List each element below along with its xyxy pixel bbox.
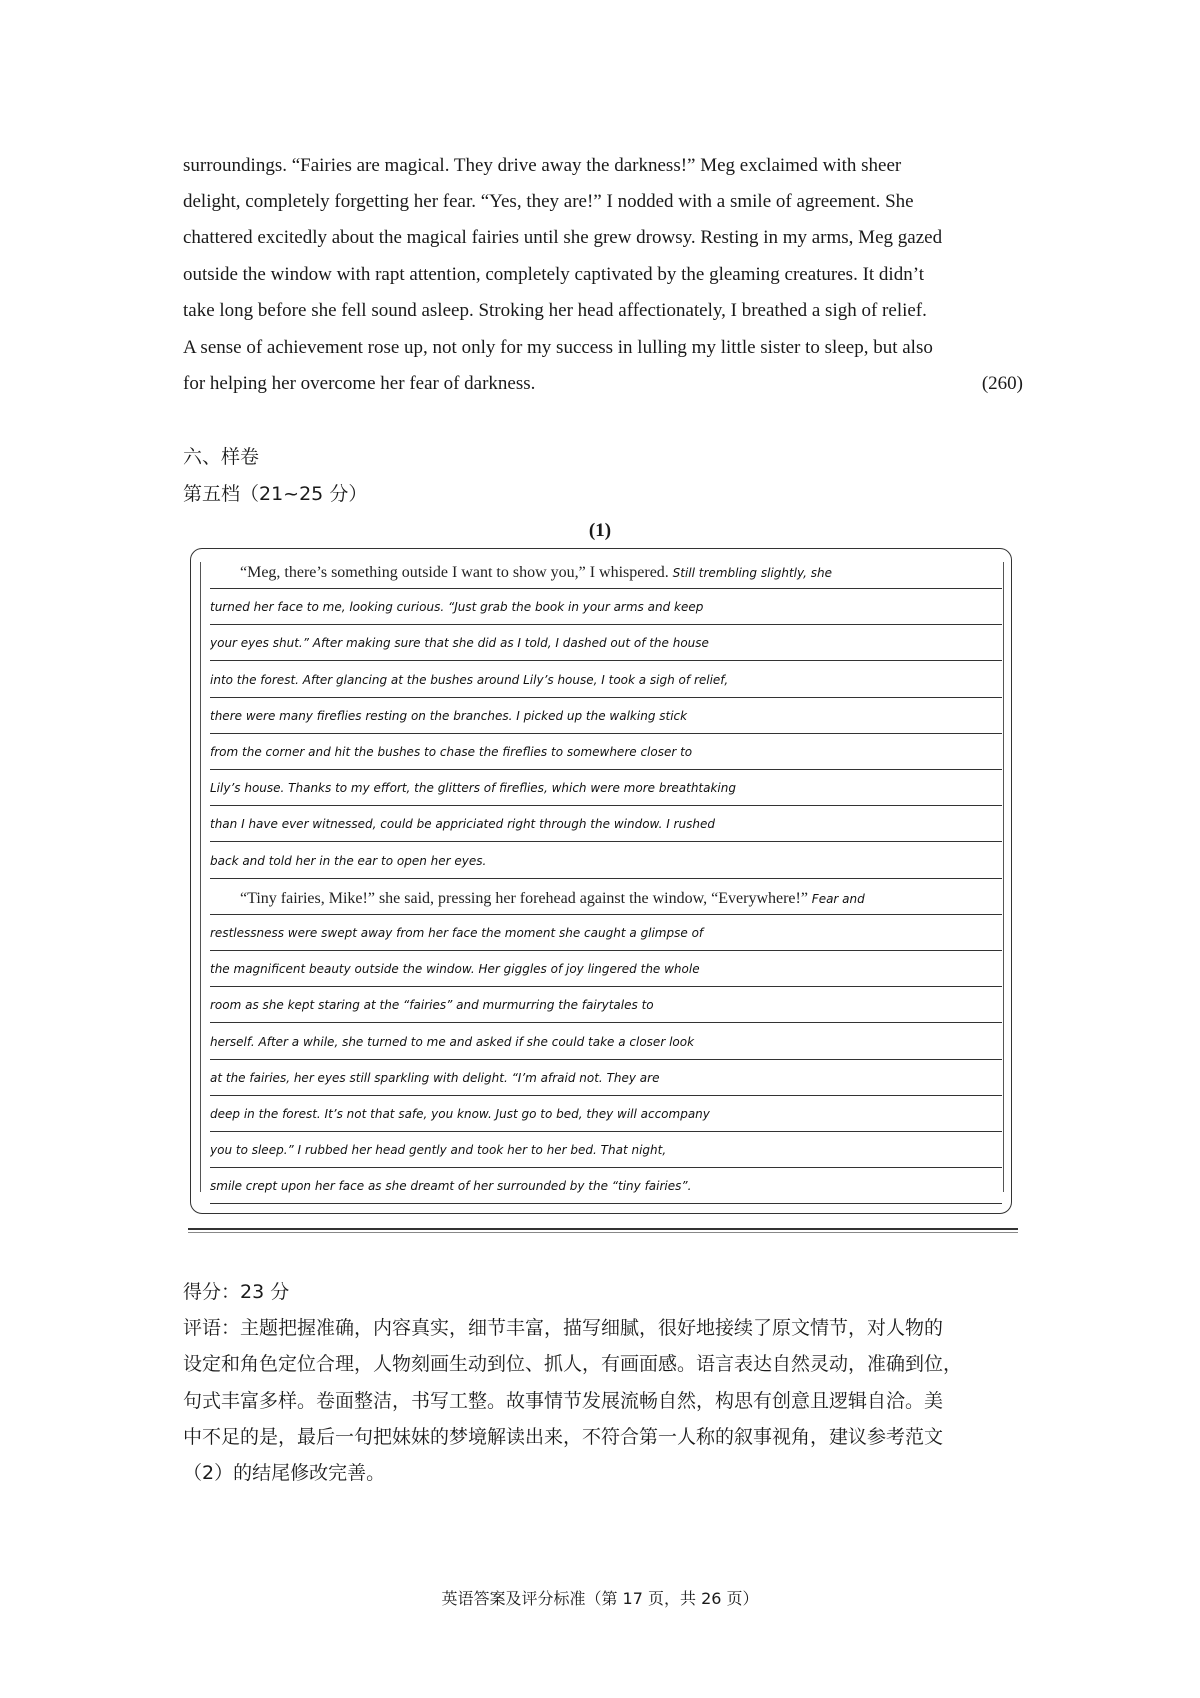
comment-line: 句式丰富多样。卷面整洁，书写工整。故事情节发展流畅自然，构思有创意且逻辑自洽。美 <box>183 1390 944 1412</box>
handwriting-text: smile crept upon her face as she dreamt of her surrounded by the “tiny fairies”. <box>210 1179 692 1194</box>
writing-line <box>210 1022 1002 1023</box>
writing-line <box>210 805 1002 806</box>
handwritten-line <box>210 1143 1000 1157</box>
handwritten-line <box>210 926 1000 940</box>
essay-line: chattered excitedly about the magical fairies until she grew drowsy. Resting in my arms, Meg gazed <box>183 227 943 248</box>
essay-line-last <box>183 366 1023 402</box>
handwriting-text: herself. After a while, she turned to me and asked if she could take a closer look <box>210 1034 695 1049</box>
essay-line: delight, completely forgetting her fear. “Yes, they are!” I nodded with a smile of agreement. She <box>183 191 914 212</box>
handwritten-sample-scan <box>190 548 1014 1216</box>
handwriting-text: Still trembling slightly, she <box>672 566 833 580</box>
handwriting-text: you to sleep.” I rubbed her head gently and took her to her bed. That night, <box>210 1143 667 1158</box>
handwritten-line <box>210 1035 1000 1049</box>
page-footer: 英语答案及评分标准（第 17 页，共 26 页） <box>441 1589 759 1608</box>
writing-line <box>210 1095 1002 1096</box>
handwritten-line <box>210 998 1000 1012</box>
handwritten-line <box>210 890 1000 908</box>
handwriting-text: turned her face to me, looking curious. “Just grab the book in your arms and keep <box>210 600 704 615</box>
handwritten-line <box>210 962 1000 976</box>
handwritten-line <box>210 781 1000 795</box>
writing-line <box>210 588 1002 589</box>
comment-line: 中不足的是，最后一句把妹妹的梦境解读出来，不符合第一人称的叙事视角，建议参考范文 <box>183 1426 944 1448</box>
handwritten-line <box>210 673 1000 687</box>
score-label: 得分：23 分 <box>183 1281 290 1303</box>
handwriting-text: room as she kept staring at the “fairies” and murmurring the fairytales to <box>210 998 654 1013</box>
writing-line <box>210 1203 1002 1204</box>
essay-line: for helping her overcome her fear of darkness. <box>183 373 536 394</box>
printed-prompt: “Tiny fairies, Mike!” she said, pressing her forehead against the window, “Everywhere!” <box>240 889 808 907</box>
scan-margin-right <box>1003 562 1004 1192</box>
writing-line <box>210 697 1002 698</box>
handwritten-line <box>210 564 1000 582</box>
handwritten-line <box>210 600 1000 614</box>
level-label: 第五档（21~25 分） <box>183 483 368 505</box>
handwritten-line <box>210 745 1000 759</box>
handwritten-line <box>210 636 1000 650</box>
handwriting-text: your eyes shut.” After making sure that she did as I told, I dashed out of the house <box>210 636 709 651</box>
essay-line: take long before she fell sound asleep. Stroking her head affectionately, I breathed a sigh of relief. <box>183 300 927 321</box>
handwriting-text: from the corner and hit the bushes to chase the fireflies to somewhere closer to <box>210 745 693 759</box>
comment-line: 设定和角色定位合理，人物刻画生动到位、抓人，有画面感。语言表达自然灵动，准确到位， <box>183 1353 963 1375</box>
essay-line: A sense of achievement rose up, not only for my success in lulling my little sister to sleep, but also <box>183 337 933 358</box>
writing-line <box>210 986 1002 987</box>
word-count: (260) <box>981 373 1023 394</box>
comment-line: 评语：主题把握准确，内容真实，细节丰富，描写细腻，很好地接续了原文情节，对人物的 <box>183 1317 944 1339</box>
writing-line <box>210 1167 1002 1168</box>
scan-bottom-rule-thin <box>188 1232 1018 1233</box>
handwriting-text: the magnificent beauty outside the window. Her giggles of joy lingered the whole <box>210 962 700 977</box>
writing-line <box>210 660 1002 661</box>
writing-line <box>210 914 1002 915</box>
writing-line <box>210 878 1002 879</box>
sample-number: (1) <box>588 520 612 541</box>
writing-line <box>210 624 1002 625</box>
scan-margin-left <box>200 562 201 1192</box>
writing-line <box>210 950 1002 951</box>
printed-prompt: “Meg, there’s something outside I want to show you,” I whispered. <box>240 564 669 581</box>
scan-bottom-rule <box>188 1228 1018 1230</box>
handwritten-line <box>210 817 1000 831</box>
handwriting-text: back and told her in the ear to open her eyes. <box>210 853 487 868</box>
handwriting-text: than I have ever witnessed, could be appriciated right through the window. I rushed <box>210 817 715 832</box>
writing-line <box>210 769 1002 770</box>
handwriting-text: deep in the forest. It’s not that safe, you know. Just go to bed, they will accompany <box>210 1107 710 1121</box>
handwritten-line <box>210 1107 1000 1121</box>
handwriting-text: restlessness were swept away from her face the moment she caught a glimpse of <box>210 926 704 940</box>
handwritten-line <box>210 709 1000 723</box>
handwriting-text: there were many fireflies resting on the branches. I picked up the walking stick <box>210 708 688 723</box>
writing-line <box>210 1059 1002 1060</box>
section-title: 六、样卷 <box>183 446 260 468</box>
handwritten-line <box>210 854 1000 868</box>
writing-line <box>210 733 1002 734</box>
writing-line <box>210 841 1002 842</box>
essay-line: outside the window with rapt attention, completely captivated by the gleaming creatures. It didn’t <box>183 264 924 285</box>
essay-line: surroundings. “Fairies are magical. They drive away the darkness!” Meg exclaimed with sheer <box>183 155 902 176</box>
handwriting-text: into the forest. After glancing at the bushes around Lily’s house, I took a sigh of relief, <box>210 672 729 687</box>
handwritten-line <box>210 1179 1000 1193</box>
comment-line: （2）的结尾修改完善。 <box>183 1462 386 1484</box>
writing-line <box>210 1131 1002 1132</box>
handwriting-text: Lily’s house. Thanks to my effort, the glitters of fireflies, which were more breathtaking <box>210 781 736 796</box>
handwritten-line <box>210 1071 1000 1085</box>
handwriting-text: at the fairies, her eyes still sparkling with delight. “I’m afraid not. They are <box>210 1070 660 1085</box>
handwriting-text: Fear and <box>811 891 865 906</box>
